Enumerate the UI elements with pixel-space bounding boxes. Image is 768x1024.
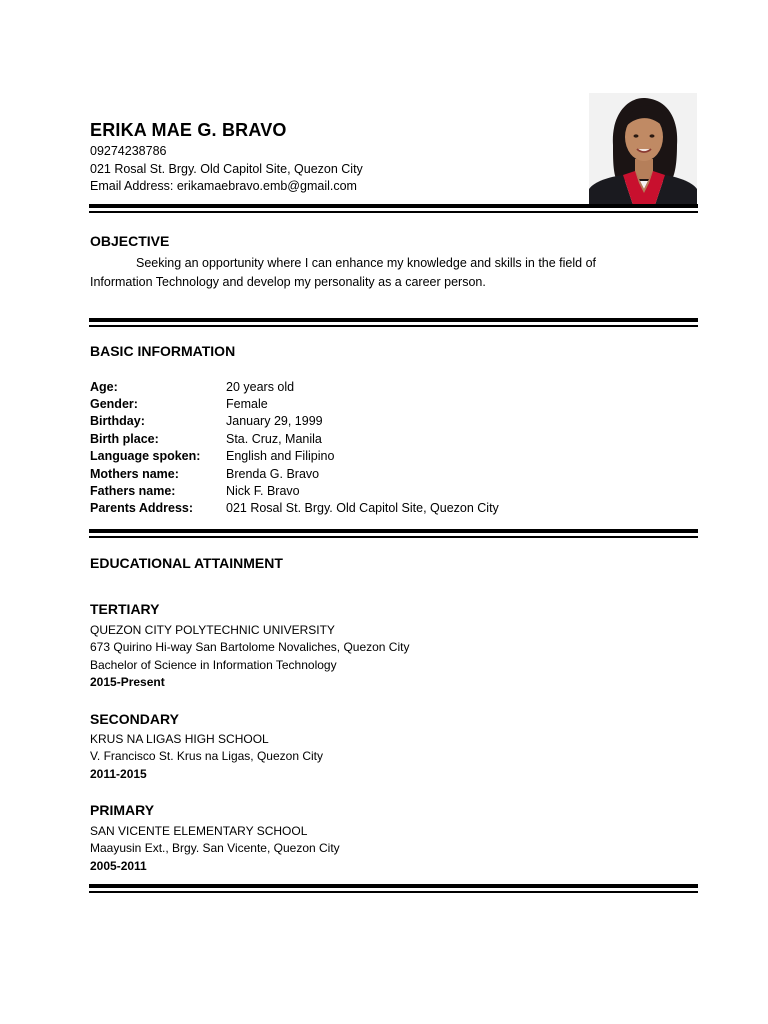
info-value: Brenda G. Bravo (226, 467, 320, 481)
info-row-gender (90, 396, 268, 414)
phone-number: 09274238786 (90, 144, 167, 158)
info-value: 021 Rosal St. Brgy. Old Capitol Site, Quezon City (226, 501, 499, 515)
info-row-birthday (90, 413, 323, 431)
tertiary-details (90, 622, 409, 691)
education-separator (89, 884, 698, 893)
info-row-fathers-name (90, 483, 300, 501)
objective-title: OBJECTIVE (90, 233, 170, 249)
secondary-heading: SECONDARY (90, 711, 179, 727)
info-row-mothers-name (90, 466, 319, 484)
info-label: Mothers name: (90, 467, 179, 481)
tertiary-address: 673 Quirino Hi-way San Bartolome Novaliches, Quezon City (90, 640, 410, 655)
email-address: Email Address: erikamaebravo.emb@gmail.com (90, 179, 357, 193)
info-row-age (90, 379, 294, 397)
info-label: Birth place: (90, 432, 159, 446)
header-separator (89, 204, 698, 213)
info-label: Age: (90, 380, 118, 394)
secondary-school: KRUS NA LIGAS HIGH SCHOOL (90, 732, 269, 746)
info-value: English and Filipino (226, 449, 335, 463)
info-row-language (90, 448, 334, 466)
info-row-parents-address (90, 500, 499, 518)
objective-separator (89, 318, 698, 327)
education-title: EDUCATIONAL ATTAINMENT (90, 555, 283, 571)
objective-line-2: Information Technology and develop my personality as a career person. (90, 275, 486, 289)
info-value: Nick F. Bravo (226, 484, 300, 498)
tertiary-heading: TERTIARY (90, 601, 160, 617)
info-row-birth-place (90, 431, 322, 449)
contact-block (90, 143, 363, 196)
primary-address: Maayusin Ext., Brgy. San Vicente, Quezon City (90, 841, 340, 856)
tertiary-years: 2015-Present (90, 674, 165, 689)
info-value: Female (226, 397, 268, 411)
objective-text (90, 254, 690, 292)
primary-details (90, 823, 340, 875)
tertiary-course: Bachelor of Science in Information Technology (90, 657, 337, 672)
info-value: 20 years old (226, 380, 295, 394)
home-address: 021 Rosal St. Brgy. Old Capitol Site, Quezon City (90, 161, 363, 176)
info-value: Sta. Cruz, Manila (226, 432, 322, 446)
info-label: Gender: (90, 397, 138, 411)
tertiary-school: QUEZON CITY POLYTECHNIC UNIVERSITY (90, 623, 335, 637)
secondary-address: V. Francisco St. Krus na Ligas, Quezon City (90, 749, 323, 764)
basic-info-separator (89, 529, 698, 538)
secondary-years: 2011-2015 (90, 766, 147, 781)
profile-photo (589, 93, 697, 205)
primary-years: 2005-2011 (90, 858, 147, 873)
objective-line-1: Seeking an opportunity where I can enhance my knowledge and skills in the field of (136, 256, 597, 270)
basic-info-title: BASIC INFORMATION (90, 343, 236, 359)
info-label: Birthday: (90, 414, 145, 428)
resume-name: ERIKA MAE G. BRAVO (90, 120, 287, 140)
primary-school: SAN VICENTE ELEMENTARY SCHOOL (90, 824, 308, 838)
info-value: January 29, 1999 (226, 414, 323, 428)
secondary-details (90, 731, 323, 783)
info-label: Fathers name: (90, 484, 176, 498)
info-label: Language spoken: (90, 449, 201, 463)
primary-heading: PRIMARY (90, 802, 155, 818)
info-label: Parents Address: (90, 501, 194, 515)
